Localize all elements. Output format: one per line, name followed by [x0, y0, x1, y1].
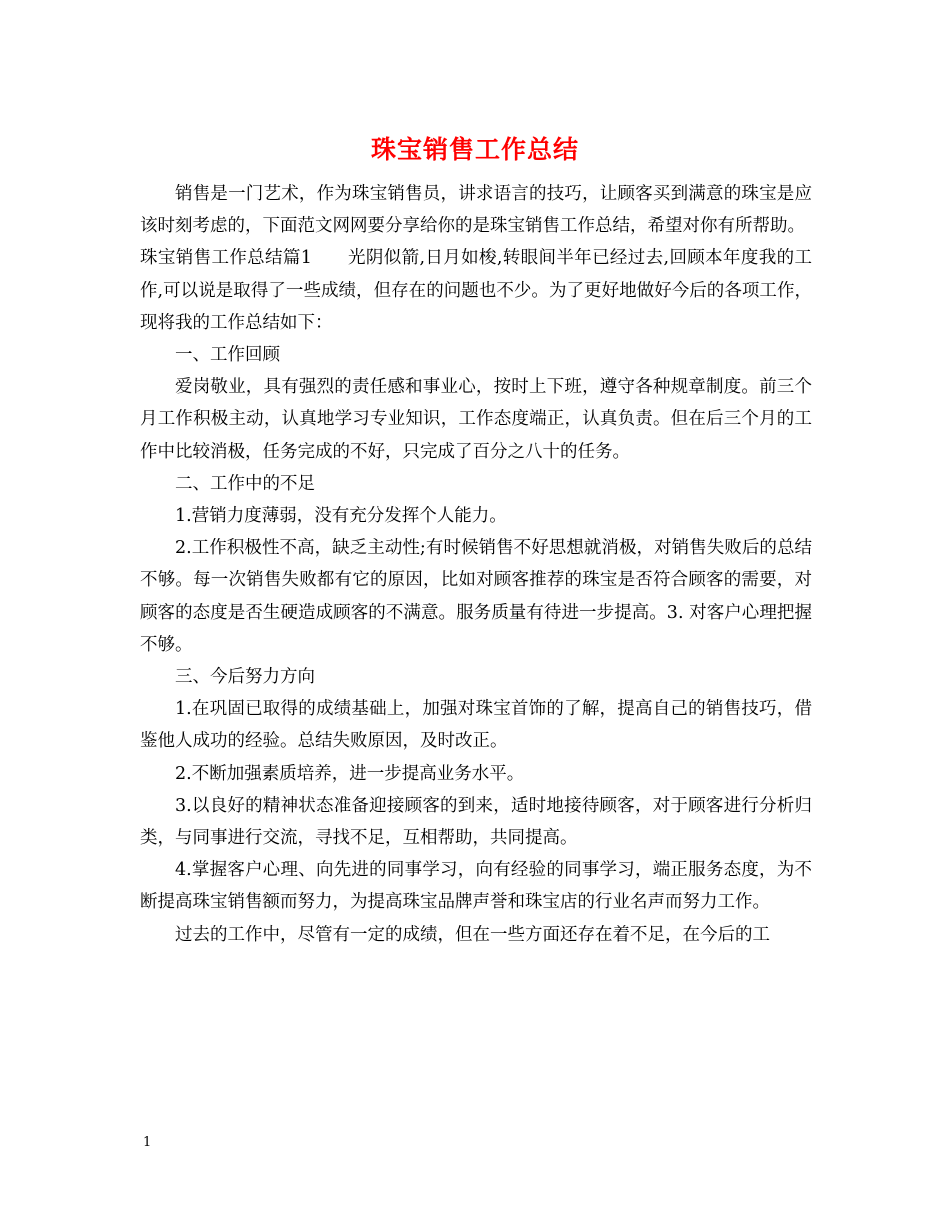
- heading-shortcomings: 二、工作中的不足: [175, 473, 315, 494]
- list-item-direction-2: 2.不断加强素质培养，进一步提高业务水平。: [175, 763, 525, 784]
- list-item-direction-1: 1.在巩固已取得的成绩基础上，加强对珠宝首饰的了解，提高自己的销售技巧，借鉴他人成功的经验。总结失败原因，及时改正。: [140, 699, 812, 752]
- list-item-shortcoming-2: 2.工作积极性不高，缺乏主动性;有时候销售不好思想就消极，对销售失败后的总结不够。每一次销售失败都有它的原因，比如对顾客推荐的珠宝是否符合顾客的需要，对顾客的态度是否生硬造成顾客的不满意。服务质量有待进一步提高。3. 对客户心理把握不够。: [140, 538, 812, 655]
- document-body: [140, 178, 812, 951]
- heading-future-direction: 三、今后努力方向: [175, 667, 315, 688]
- paragraph-intro: 销售是一门艺术，作为珠宝销售员，讲求语言的技巧，让顾客买到满意的珠宝是应该时刻考虑的，下面范文网网要分享给你的是珠宝销售工作总结，希望对你有所帮助。: [140, 184, 812, 237]
- list-item-direction-3: 3.以良好的精神状态准备迎接顾客的到来，适时地接待顾客，对于顾客进行分析归类，与同事进行交流，寻找不足，互相帮助，共同提高。: [140, 795, 812, 849]
- page-number: 1: [143, 1135, 152, 1150]
- paragraph-section-title-and-opening: 珠宝销售工作总结篇1 光阴似箭,日月如梭,转眼间半年已经过去,回顾本年度我的工作,可以说是取得了一些成绩，但存在的问题也不少。为了更好地做好今后的各项工作，现将我的工作总结如下：: [140, 248, 812, 333]
- list-item-shortcoming-1: 1.营销力度薄弱，没有充分发挥个人能力。: [175, 506, 507, 527]
- heading-work-review: 一、工作回顾: [175, 345, 280, 366]
- list-item-direction-4: 4.掌握客户心理、向先进的同事学习，向有经验的同事学习，端正服务态度，为不断提高珠宝销售额而努力，为提高珠宝品牌声誉和珠宝店的行业名声而努力工作。: [140, 860, 812, 913]
- paragraph-closing: 过去的工作中，尽管有一定的成绩，但在一些方面还存在着不足，在今后的工: [175, 924, 770, 945]
- page-title: 珠宝销售工作总结: [370, 135, 579, 164]
- paragraph-work-review: 爱岗敬业，具有强烈的责任感和事业心，按时上下班，遵守各种规章制度。前三个月工作积极主动，认真地学习专业知识，工作态度端正，认真负责。但在后三个月的工作中比较消极，任务完成的不好，只完成了百分之八十的任务。: [140, 377, 812, 462]
